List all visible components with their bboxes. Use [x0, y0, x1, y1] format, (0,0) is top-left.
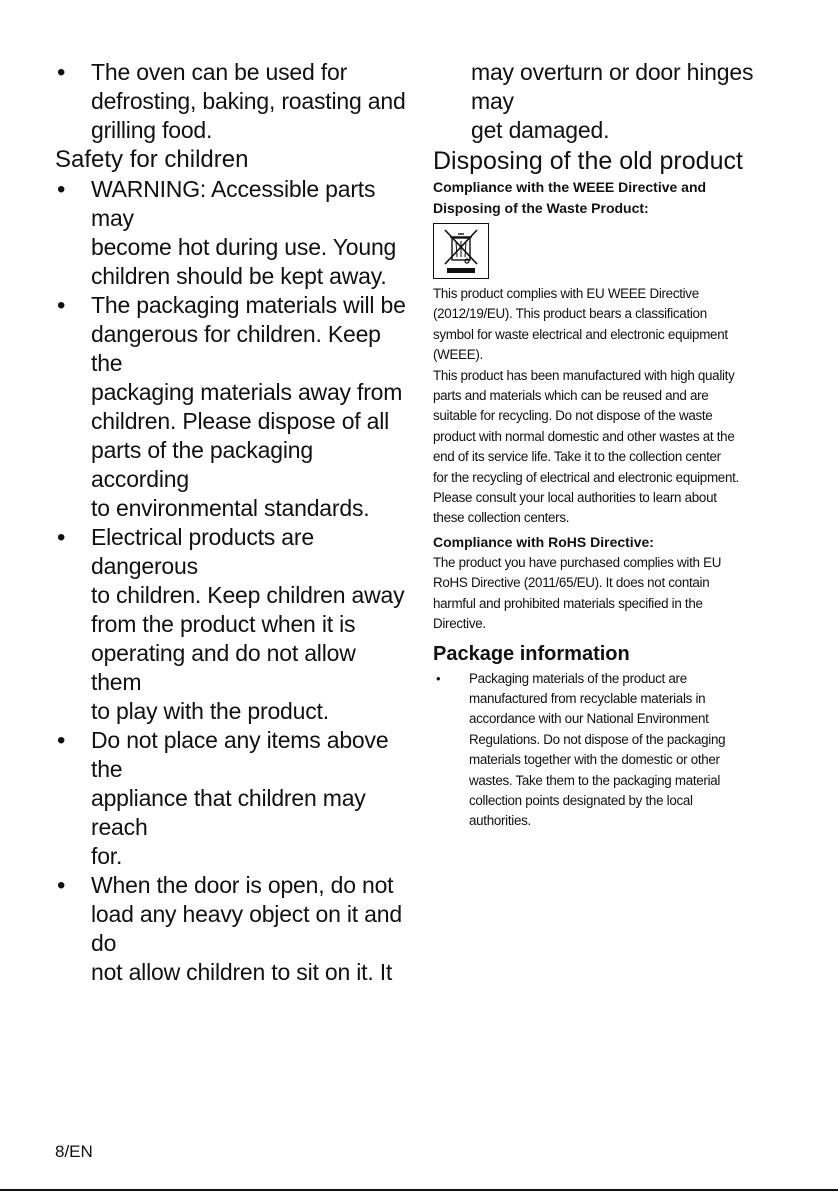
- line: parts and materials which can be reused and are: [433, 388, 709, 404]
- line: packaging materials away from: [91, 379, 403, 405]
- line: parts of the packaging according: [91, 437, 313, 492]
- line: wastes. Take them to the packaging material: [469, 772, 721, 788]
- list-item: [55, 175, 407, 291]
- safety-list: [55, 175, 407, 987]
- right-column: [433, 58, 789, 832]
- line: to children. Keep children away: [91, 582, 405, 608]
- line: accordance with our National Environment: [469, 711, 709, 727]
- line: Compliance with the WEEE Directive and: [433, 179, 707, 195]
- left-column: [55, 58, 407, 987]
- package-heading: Package information: [433, 642, 630, 665]
- line: Regulations. Do not dispose of the packaging: [469, 731, 726, 747]
- safety-heading: Safety for children: [55, 146, 249, 173]
- line: dangerous for children. Keep the: [91, 321, 381, 376]
- line: not allow children to sit on it. It: [91, 959, 393, 985]
- weee-paragraph-1: [433, 284, 789, 366]
- disposing-heading: Disposing of the old product: [433, 147, 743, 175]
- weee-symbol-svg: [434, 224, 488, 278]
- list-item: [55, 291, 407, 523]
- line: This product complies with EU WEEE Directive: [433, 286, 699, 301]
- line: When the door is open, do not: [91, 872, 394, 898]
- line: product with normal domestic and other wastes at the: [433, 428, 735, 444]
- line: children should be kept away.: [91, 263, 387, 289]
- line: Do not place any items above the: [91, 727, 389, 782]
- line: This product has been manufactured with high quality: [433, 367, 735, 383]
- intro-list: [55, 58, 407, 145]
- line: to environmental standards.: [91, 495, 370, 521]
- page-number: 8/EN: [55, 1142, 93, 1161]
- line: grilling food.: [91, 117, 213, 143]
- line: The oven can be used for: [91, 59, 348, 85]
- line: to play with the product.: [91, 698, 329, 724]
- package-list: [433, 669, 789, 832]
- list-item: [55, 726, 407, 871]
- line: (WEEE).: [433, 347, 483, 363]
- list-item-continuation: [433, 58, 789, 145]
- line: Please consult your local authorities to learn about: [433, 490, 717, 506]
- weee-heading: [433, 177, 789, 219]
- line: symbol for waste electrical and electronic equipment: [433, 326, 728, 342]
- line: (2012/19/EU). This product bears a classification: [433, 306, 707, 322]
- line: Electrical products are dangerous: [91, 524, 314, 579]
- line: Directive.: [433, 616, 486, 632]
- line: become hot during use. Young: [91, 234, 397, 260]
- line: these collection centers.: [433, 510, 570, 526]
- line: materials together with the domestic or other: [469, 752, 720, 768]
- line: authorities.: [469, 813, 531, 829]
- line: children. Please dispose of all: [91, 408, 390, 434]
- line: WARNING: Accessible parts may: [91, 176, 376, 231]
- line: get damaged.: [471, 117, 610, 143]
- line: for.: [91, 843, 123, 869]
- rohs-paragraph: [433, 553, 789, 635]
- line: The product you have purchased complies with EU: [433, 554, 722, 570]
- list-item: [55, 523, 407, 726]
- line: manufactured from recyclable materials in: [469, 690, 706, 706]
- line: operating and do not allow them: [91, 640, 356, 695]
- line: Disposing of the Waste Product:: [433, 200, 649, 216]
- line: harmful and prohibited materials specified in the: [433, 595, 703, 611]
- list-item: [55, 58, 407, 145]
- line: The packaging materials will be: [91, 292, 406, 318]
- line: for the recycling of electrical and electronic equipment.: [433, 469, 739, 485]
- line: may overturn or door hinges may: [471, 59, 754, 114]
- weee-paragraph-2: [433, 366, 789, 529]
- rohs-heading: Compliance with RoHS Directive:: [433, 533, 654, 550]
- line: from the product when it is: [91, 611, 356, 637]
- line: load any heavy object on it and do: [91, 901, 402, 956]
- list-item: [433, 669, 789, 832]
- line: end of its service life. Take it to the collection center: [433, 449, 721, 465]
- line: RoHS Directive (2011/65/EU). It does not contain: [433, 575, 710, 591]
- line: defrosting, baking, roasting and: [91, 88, 406, 114]
- crossed-out-wheelie-bin-icon: [433, 223, 489, 279]
- continuation-list: [433, 58, 789, 145]
- line: appliance that children may reach: [91, 785, 366, 840]
- line: suitable for recycling. Do not dispose of the waste: [433, 408, 713, 424]
- line: collection points designated by the local: [469, 792, 693, 808]
- list-item: [55, 871, 407, 987]
- line: Packaging materials of the product are: [469, 670, 687, 686]
